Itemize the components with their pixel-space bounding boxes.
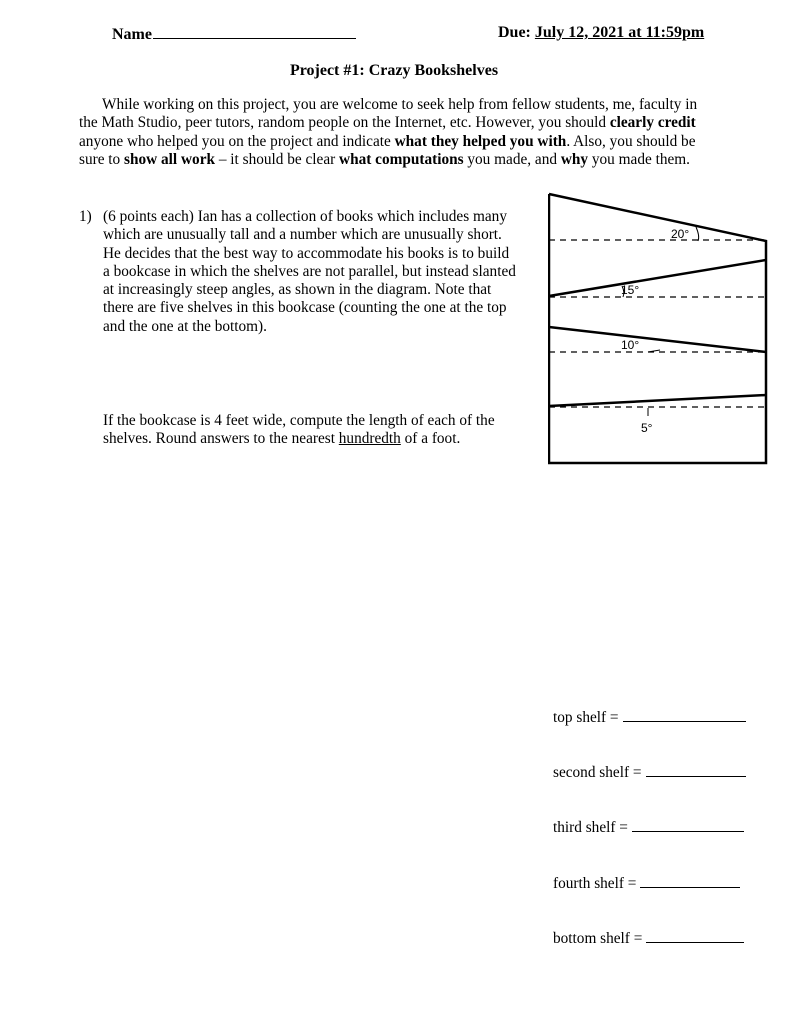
angle-label-5: 5° xyxy=(641,421,653,435)
problem-text: (6 points each) Ian has a collection of books which includes many which are unusually tall and a number which are unusually short. He decides that the best way to accommodate his books is to build a bookcase in which the shelves are not parallel, but instead slanted at increasingly steep angles, as shown in the diagram. Note that there are five shelves in this bookcase (counting the one at the top and the one at the bottom). xyxy=(103,208,516,335)
due-label: Due: xyxy=(498,24,531,41)
angle-label-20: 20° xyxy=(671,227,690,241)
bookcase-diagram xyxy=(548,190,770,466)
shelf-3 xyxy=(549,327,766,352)
answer-label: top shelf = xyxy=(553,709,619,726)
answer-blank[interactable] xyxy=(640,875,740,888)
name-label: Name xyxy=(112,26,152,43)
due-date-value: July 12, 2021 at 11:59pm xyxy=(534,24,705,41)
answer-label: second shelf = xyxy=(553,764,642,781)
answer-second-shelf[interactable] xyxy=(553,764,746,782)
angle-label-10: 10° xyxy=(621,338,640,352)
answer-bottom-shelf[interactable] xyxy=(553,930,744,948)
intro-paragraph: While working on this project, you are welcome to seek help from fellow students, me, faculty in the Math Studio, peer tutors, random people on the Internet, etc. However, you should clearly credit anyone who helped you on the project and indicate what they helped you with. Also, you should be sure to show all work – it should be clear what computations you made, and why you made them. xyxy=(79,96,698,168)
problem-task: If the bookcase is 4 feet wide, compute the length of each of the shelves. Round answers to the nearest hundredth of a foot. xyxy=(103,412,495,448)
answer-blank[interactable] xyxy=(646,930,744,943)
name-field[interactable] xyxy=(112,24,356,44)
angle-arc-20 xyxy=(696,227,699,241)
due-date xyxy=(498,24,704,42)
answer-blank[interactable] xyxy=(623,709,746,722)
name-blank[interactable] xyxy=(153,24,356,39)
angle-label-15: 15° xyxy=(621,283,640,297)
shelf-2 xyxy=(549,260,766,296)
problem-1 xyxy=(79,208,519,336)
shelf-4 xyxy=(549,395,766,406)
answer-top-shelf[interactable] xyxy=(553,709,746,727)
answer-label: bottom shelf = xyxy=(553,930,643,947)
project-title: Project #1: Crazy Bookshelves xyxy=(289,62,499,79)
answer-label: fourth shelf = xyxy=(553,875,637,892)
bookcase-outline xyxy=(549,194,766,463)
answer-blank[interactable] xyxy=(632,819,744,832)
answer-blank[interactable] xyxy=(646,764,746,777)
answer-fourth-shelf[interactable] xyxy=(553,875,740,893)
answer-third-shelf[interactable] xyxy=(553,819,744,837)
problem-number: 1) xyxy=(79,208,92,225)
answer-label: third shelf = xyxy=(553,819,628,836)
